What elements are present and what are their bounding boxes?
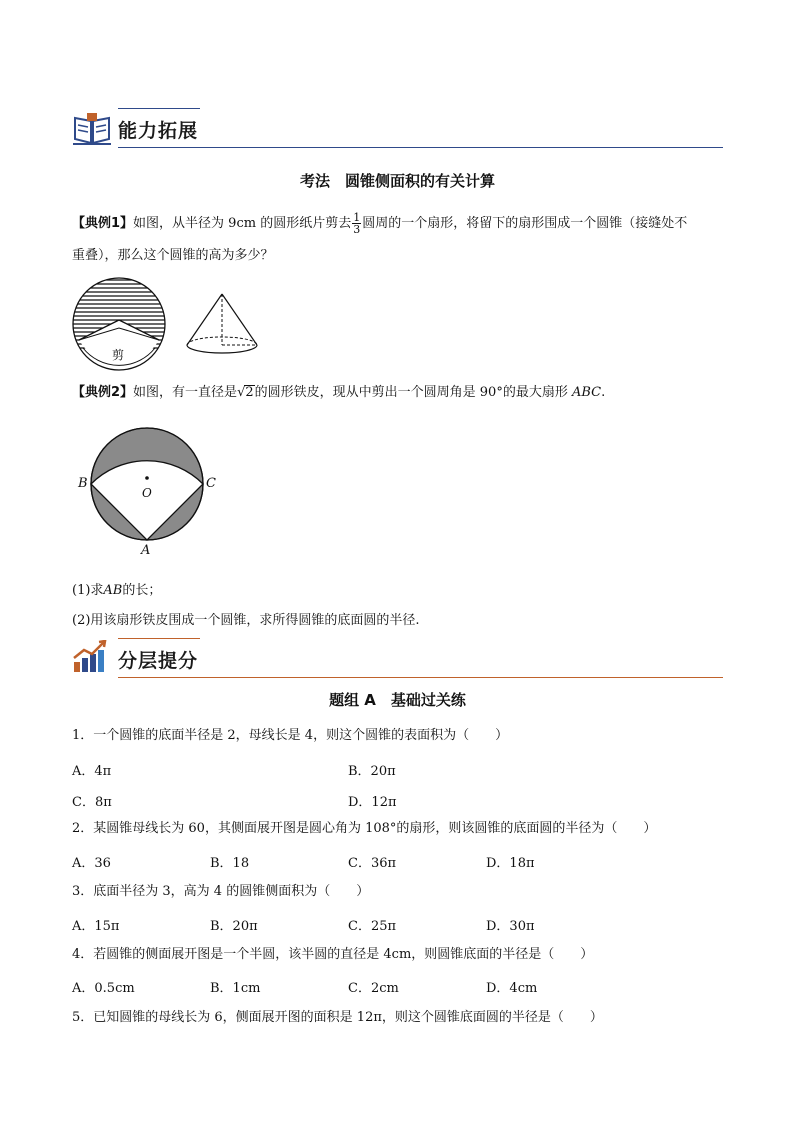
- question-1-stem: 1．一个圆锥的底面半径是 2，母线长是 4，则这个圆锥的表面积为（ ）: [72, 728, 509, 743]
- method-title: 考法 圆锥侧面积的有关计算: [299, 172, 495, 190]
- section-header-ability: [72, 108, 723, 148]
- center-point: [145, 476, 149, 480]
- q1-option-c: C．8π: [72, 795, 112, 810]
- q4-option-d: D．4cm: [486, 981, 538, 996]
- question-4-stem: 4．若圆锥的侧面展开图是一个半圆，该半圆的直径是 4cm，则圆锥底面的半径是（ ）: [72, 947, 594, 962]
- section-header-layered: [72, 638, 723, 678]
- point-label-b: B: [78, 476, 88, 491]
- example2-q2: (2)用该扇形铁皮围成一个圆锥，求所得圆锥的底面圆的半径.: [72, 613, 420, 628]
- section-title: 能力拓展: [118, 120, 199, 142]
- q2-option-d: D．18π: [486, 856, 535, 871]
- q4-option-b: B．1cm: [210, 981, 261, 996]
- period: .: [601, 385, 606, 400]
- point-label-a: A: [141, 543, 151, 558]
- q2-option-c: C．36π: [348, 856, 397, 871]
- q1-option-b: B．20π: [348, 764, 396, 779]
- cone-figure: [184, 292, 260, 358]
- question-3-stem: 3．底面半径为 3，高为 4 的圆锥侧面积为（ ）: [72, 884, 370, 899]
- q4-option-c: C．2cm: [348, 981, 399, 996]
- point-label-o: O: [142, 486, 152, 500]
- example2-text-a: 如图，有一直径是: [133, 385, 238, 400]
- header-rule-short: [118, 638, 200, 639]
- q2-option-a: A．36: [72, 856, 111, 871]
- q3-option-b: B．20π: [210, 919, 258, 934]
- q3-option-c: C．25π: [348, 919, 397, 934]
- example1-tag: 【典例1】: [72, 216, 134, 231]
- q3-option-a: A．15π: [72, 919, 120, 934]
- q2-option-b: B．18: [210, 856, 250, 871]
- example1-line1: [72, 212, 687, 235]
- sqrt-radicand: 2: [245, 385, 254, 400]
- example1-text-b: 圆周的一个扇形，将留下的扇形围成一个圆锥（接缝处不: [362, 216, 688, 231]
- example2-figure: [88, 418, 208, 542]
- example1-line2: 重叠），那么这个圆锥的高为多少？: [72, 248, 274, 263]
- section-title: 分层提分: [118, 650, 199, 672]
- cut-label: 剪: [112, 348, 125, 362]
- q4-option-a: A．0.5cm: [72, 981, 135, 996]
- header-rule: [118, 147, 723, 148]
- bar-chart-icon: [72, 640, 108, 674]
- header-rule-short: [118, 108, 200, 109]
- question-5-stem: 5．已知圆锥的母线长为 6，侧面展开图的面积是 12π，则这个圆锥底面圆的半径是（ ）: [72, 1010, 603, 1025]
- sector-name: ABC: [571, 385, 602, 400]
- example2-tag: 【典例2】: [72, 385, 134, 400]
- sqrt-sign: √: [237, 385, 246, 400]
- group-title: 题组 A 基础过关练: [329, 691, 466, 709]
- point-label-c: C: [206, 476, 216, 491]
- example2-q1: (1)求AB的长；: [72, 583, 162, 598]
- q3-option-d: D．30π: [486, 919, 535, 934]
- example1-text-a: 如图，从半径为 9cm 的圆形纸片剪去: [133, 216, 352, 231]
- q1-option-a: A．4π: [72, 764, 112, 779]
- header-rule: [118, 677, 723, 678]
- example2-line1: [72, 384, 605, 402]
- fraction: $\frac{1}{3}$: [353, 211, 361, 236]
- example2-text-b: 的圆形铁皮，现从中剪出一个圆周角是 90°的最大扇形: [254, 385, 568, 400]
- book-icon: [72, 112, 112, 146]
- q1-option-d: D．12π: [348, 795, 397, 810]
- question-2-stem: 2．某圆锥母线长为 60，其侧面展开图是圆心角为 108°的扇形，则该圆锥的底面圆的半径为（ ）: [72, 821, 657, 836]
